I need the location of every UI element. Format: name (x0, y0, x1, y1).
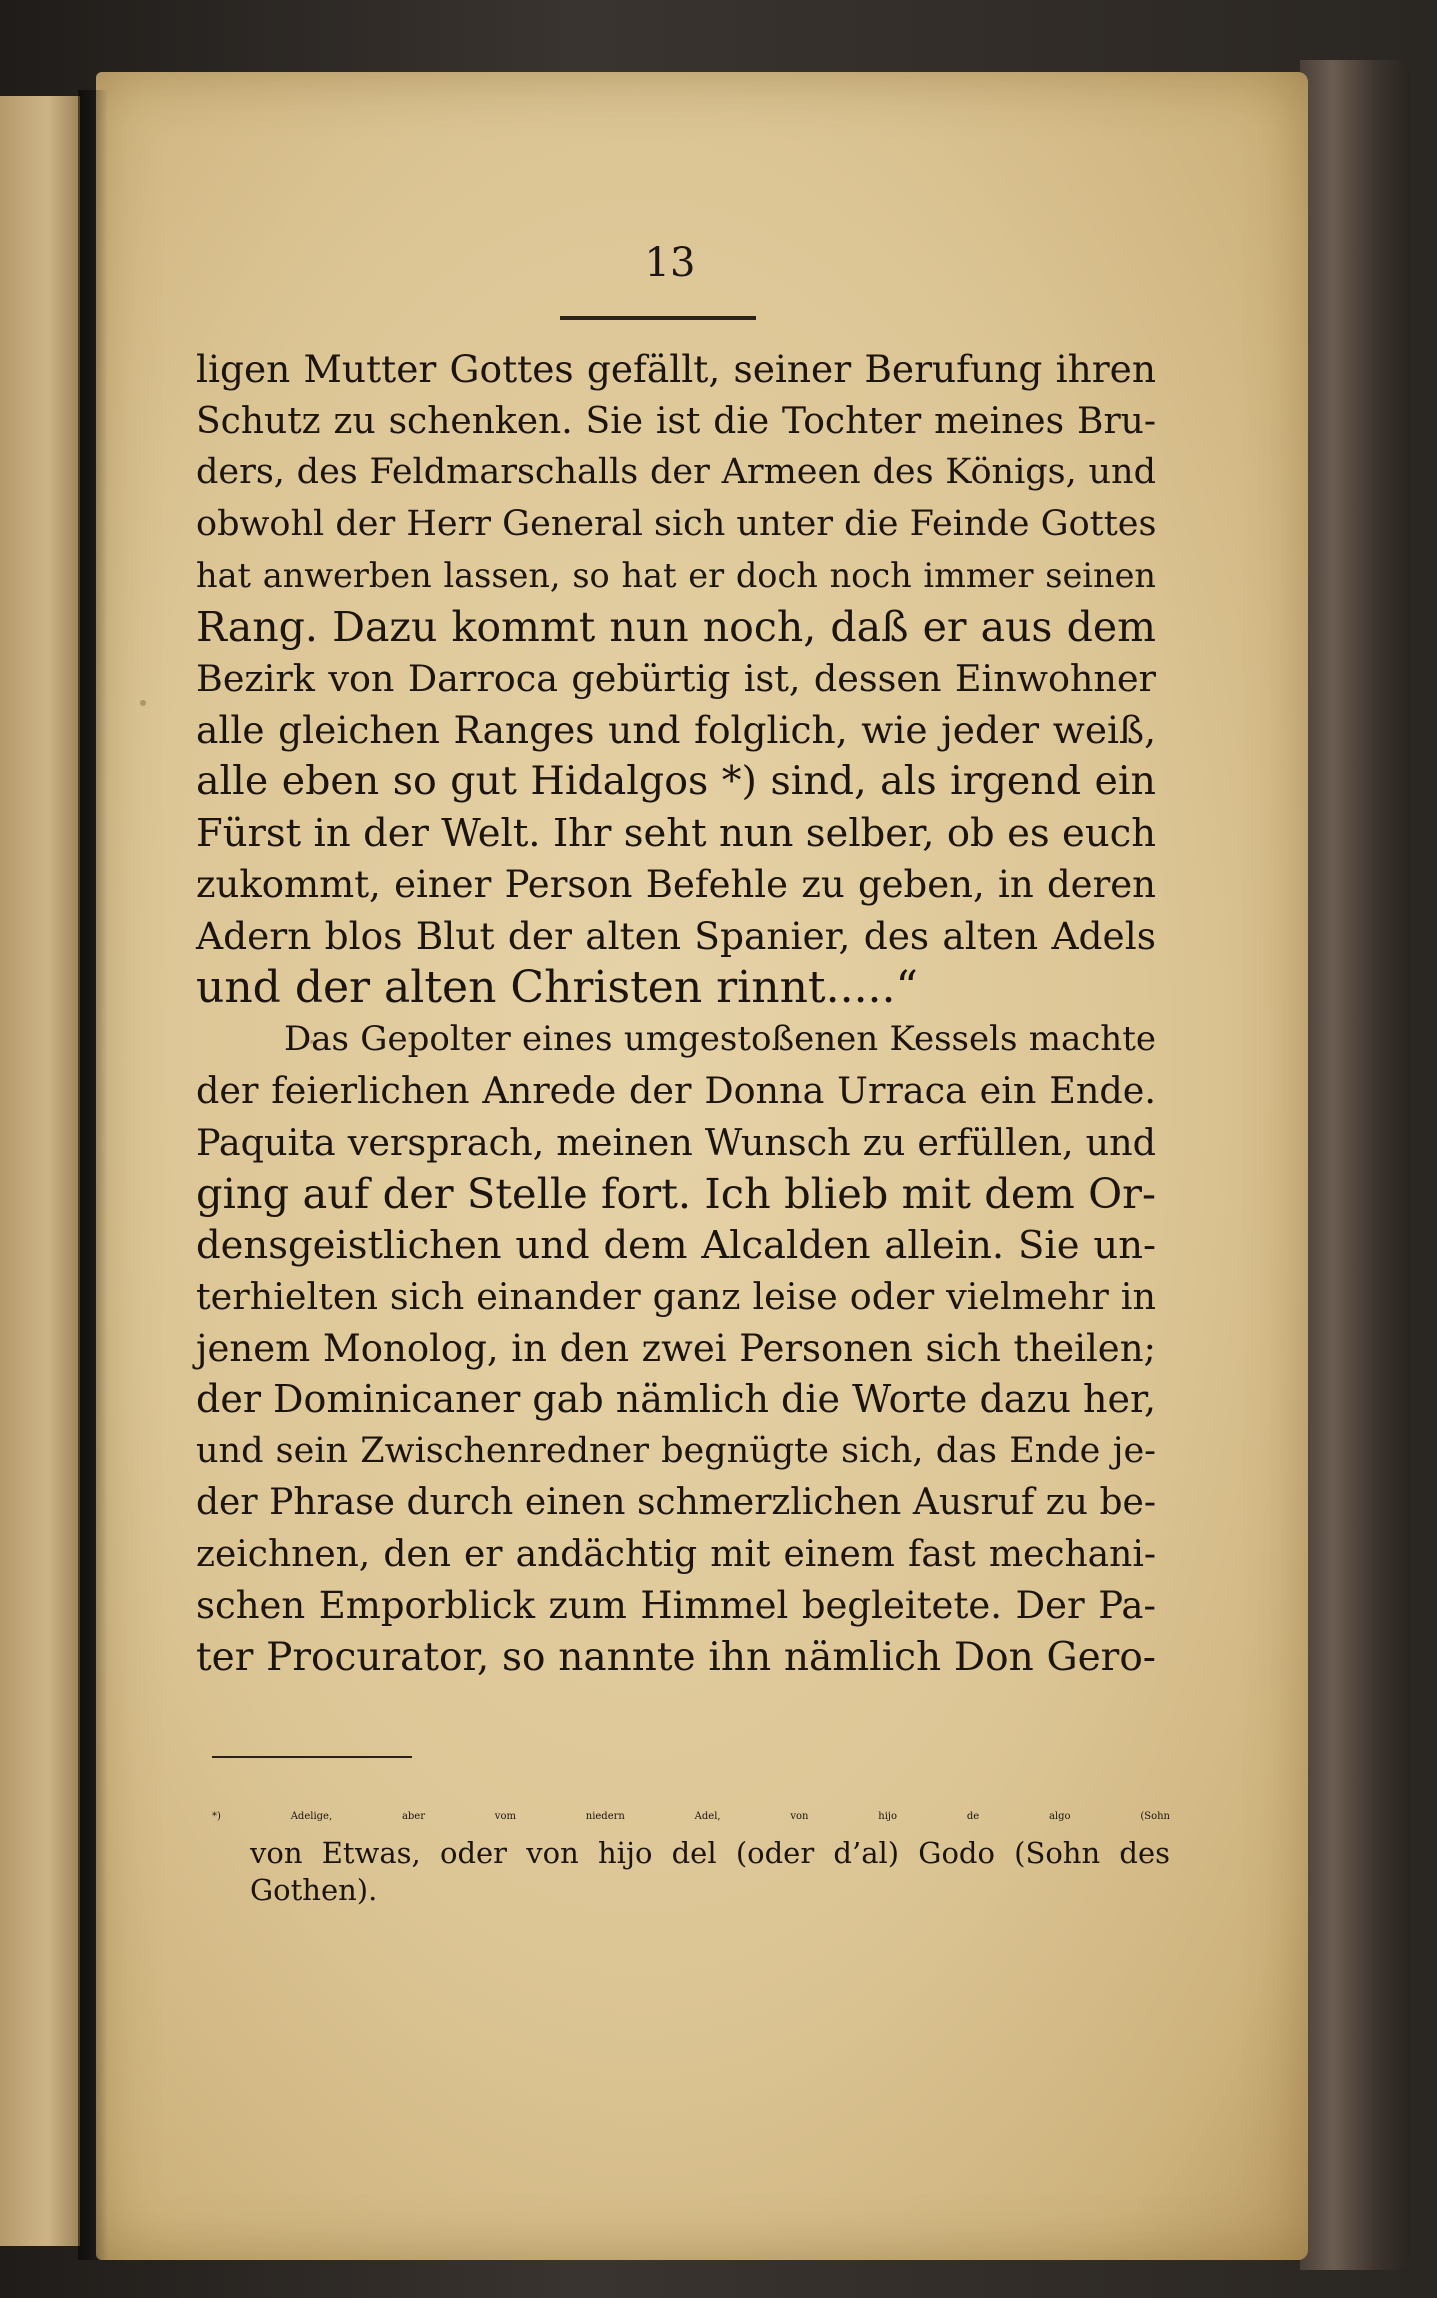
text-line: alle eben so gut Hidalgos *) sind, als irgend ein (196, 758, 1156, 804)
text-line: alle gleichen Ranges und folglich, wie jeder weiß, (196, 707, 1156, 752)
spine-shadow (78, 90, 108, 2260)
text-line: Rang. Dazu kommt nun noch, daß er aus dem (196, 602, 1156, 651)
footnote-line: *) Adelige, aber vom niedern Adel, von hijo de algo (Sohn (212, 1811, 1170, 1822)
text-line: und der alten Christen rinnt.....“ (196, 962, 919, 1013)
text-line: Paquita versprach, meinen Wunsch zu erfüllen, und (196, 1120, 1156, 1164)
footnote-rule (212, 1756, 412, 1758)
text-line: Bezirk von Darroca gebürtig ist, dessen Einwohner (196, 657, 1156, 700)
page-number: 13 (644, 240, 696, 286)
text-line: ging auf der Stelle fort. Ich blieb mit dem Or- (196, 1169, 1156, 1218)
footnote (212, 1798, 1170, 1909)
text-line: terhielten sich einander ganz leise oder vielmehr in (196, 1275, 1156, 1318)
text-line: Schutz zu schenken. Sie ist die Tochter meines Bru- (196, 400, 1156, 442)
text-line: ders, des Feldmarschalls der Armeen des Königs, und (196, 452, 1156, 492)
text-line: obwohl der Herr General sich unter die Feinde Gottes (196, 503, 1157, 544)
text-line: der Dominicaner gab nämlich die Worte dazu her, (196, 1377, 1157, 1421)
text-line: ter Procurator, so nannte ihn nämlich Don Gero- (196, 1634, 1156, 1680)
text-line: densgeistlichen und dem Alcalden allein. Sie un- (196, 1222, 1156, 1268)
text-line: Adern blos Blut der alten Spanier, des alten Adels (196, 913, 1156, 958)
footnote-line: Gothen). (250, 1873, 378, 1907)
facing-page-edge (0, 96, 80, 2246)
text-line: jenem Monolog, in den zwei Personen sich theilen; (196, 1326, 1156, 1370)
body-text (196, 344, 1156, 1683)
text-line: Fürst in der Welt. Ihr seht nun selber, ob es euch (196, 810, 1156, 856)
text-line: der feierlichen Anrede der Donna Urraca ein Ende. (196, 1069, 1156, 1112)
header-rule (560, 316, 756, 320)
paragraph-1 (196, 344, 1156, 1014)
text-line: ligen Mutter Gottes gefällt, seiner Berufung ihren (196, 347, 1156, 391)
text-line: schen Emporblick zum Himmel begleitete. Der Pa- (196, 1584, 1156, 1627)
paper-speck (140, 700, 146, 706)
text-line: Das Gepolter eines umgestoßenen Kessels machte (284, 1018, 1156, 1059)
text-line: der Phrase durch einen schmerzlichen Ausruf zu be- (196, 1482, 1156, 1523)
paragraph-2 (196, 1014, 1156, 1684)
footnote-line: von Etwas, oder von hijo del (oder d’al) Godo (Sohn des (250, 1836, 1170, 1870)
book-cover-edge (1300, 60, 1410, 2270)
text-line: zeichnen, den er andächtig mit einem fast mechani- (196, 1533, 1156, 1575)
text-line: hat anwerben lassen, so hat er doch noch immer seinen (196, 556, 1156, 595)
text-line: zukommt, einer Person Befehle zu geben, in deren (196, 863, 1156, 906)
text-line: und sein Zwischenredner begnügte sich, das Ende je- (196, 1430, 1156, 1471)
